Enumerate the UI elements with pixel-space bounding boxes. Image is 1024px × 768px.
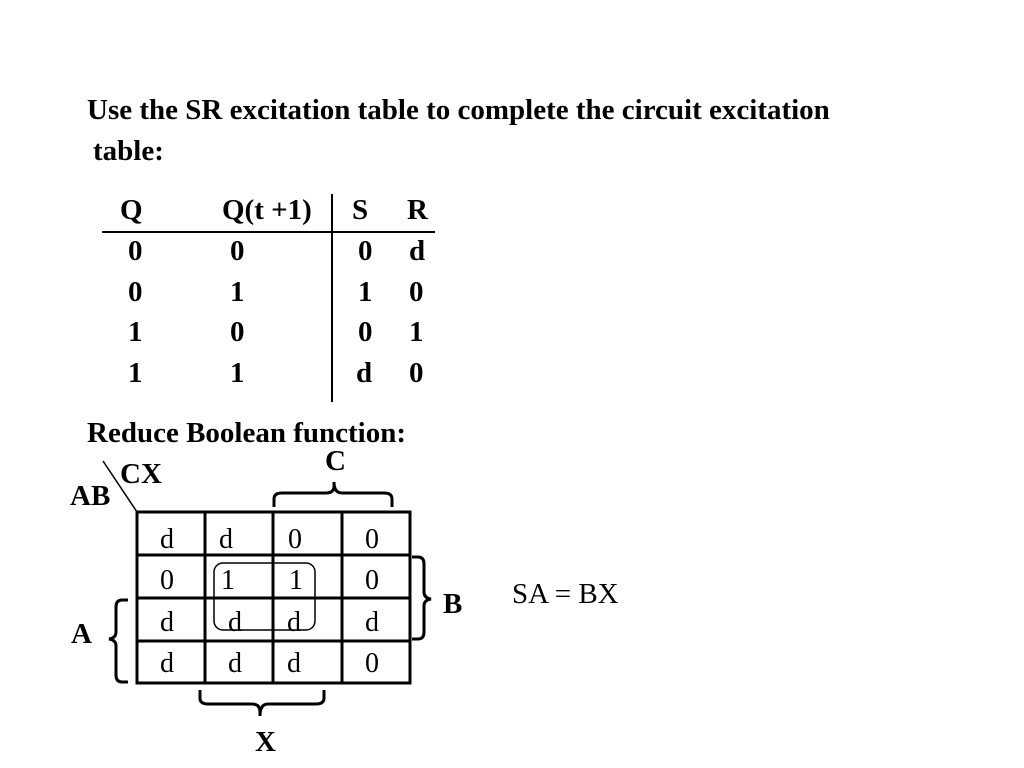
kmap-corner-row-label: AB <box>70 480 111 512</box>
kmap-cell: 0 <box>160 565 174 596</box>
brace-x <box>200 690 324 716</box>
reduce-heading: Reduce Boolean function: <box>87 417 406 449</box>
brace-b <box>412 557 431 639</box>
table-cell: 0 <box>358 316 373 348</box>
table-cell: 1 <box>128 316 143 348</box>
kmap-cell: d <box>219 524 233 555</box>
brace-a <box>109 600 128 682</box>
result-expression: SA = BX <box>512 578 619 610</box>
table-cell: 0 <box>128 235 143 267</box>
header-s: S <box>352 194 369 226</box>
table-cell: 0 <box>230 316 245 348</box>
kmap-cell: d <box>228 648 242 679</box>
header-r: R <box>407 194 428 226</box>
title-line-2: table: <box>93 135 164 167</box>
table-cell: 0 <box>128 276 143 308</box>
kmap-corner-col-label: CX <box>120 458 162 490</box>
brace-c <box>274 482 392 507</box>
table-cell: 1 <box>358 276 373 308</box>
table-cell: d <box>409 235 426 267</box>
kmap-label-b: B <box>443 588 463 620</box>
kmap-cell: 0 <box>365 565 379 596</box>
kmap-cell: d <box>160 648 174 679</box>
kmap-cell: d <box>287 648 301 679</box>
kmap-cell: 0 <box>365 648 379 679</box>
kmap-cell: d <box>228 607 242 638</box>
table-cell: d <box>356 357 373 389</box>
table-cell: 1 <box>128 357 143 389</box>
kmap-cell: d <box>287 607 301 638</box>
table-cell: 0 <box>230 235 245 267</box>
title-line-1: Use the SR excitation table to complete the circuit excitation <box>87 94 830 126</box>
kmap-cell: d <box>365 607 379 638</box>
kmap-cell: 1 <box>289 565 303 596</box>
kmap-cell: d <box>160 607 174 638</box>
table-cell: 0 <box>409 357 424 389</box>
table-cell: 1 <box>230 276 245 308</box>
kmap-cell: 1 <box>221 565 235 596</box>
table-cell: 0 <box>409 276 424 308</box>
kmap-cell: d <box>160 524 174 555</box>
header-q: Q <box>120 194 143 226</box>
table-cell: 1 <box>409 316 424 348</box>
kmap-cell: 0 <box>288 524 302 555</box>
kmap-cell: 0 <box>365 524 379 555</box>
kmap-label-x: X <box>255 726 276 758</box>
table-cell: 1 <box>230 357 245 389</box>
kmap-label-a: A <box>71 618 92 650</box>
header-q-next: Q(t +1) <box>222 194 312 226</box>
table-cell: 0 <box>358 235 373 267</box>
kmap-label-c: C <box>325 445 346 477</box>
